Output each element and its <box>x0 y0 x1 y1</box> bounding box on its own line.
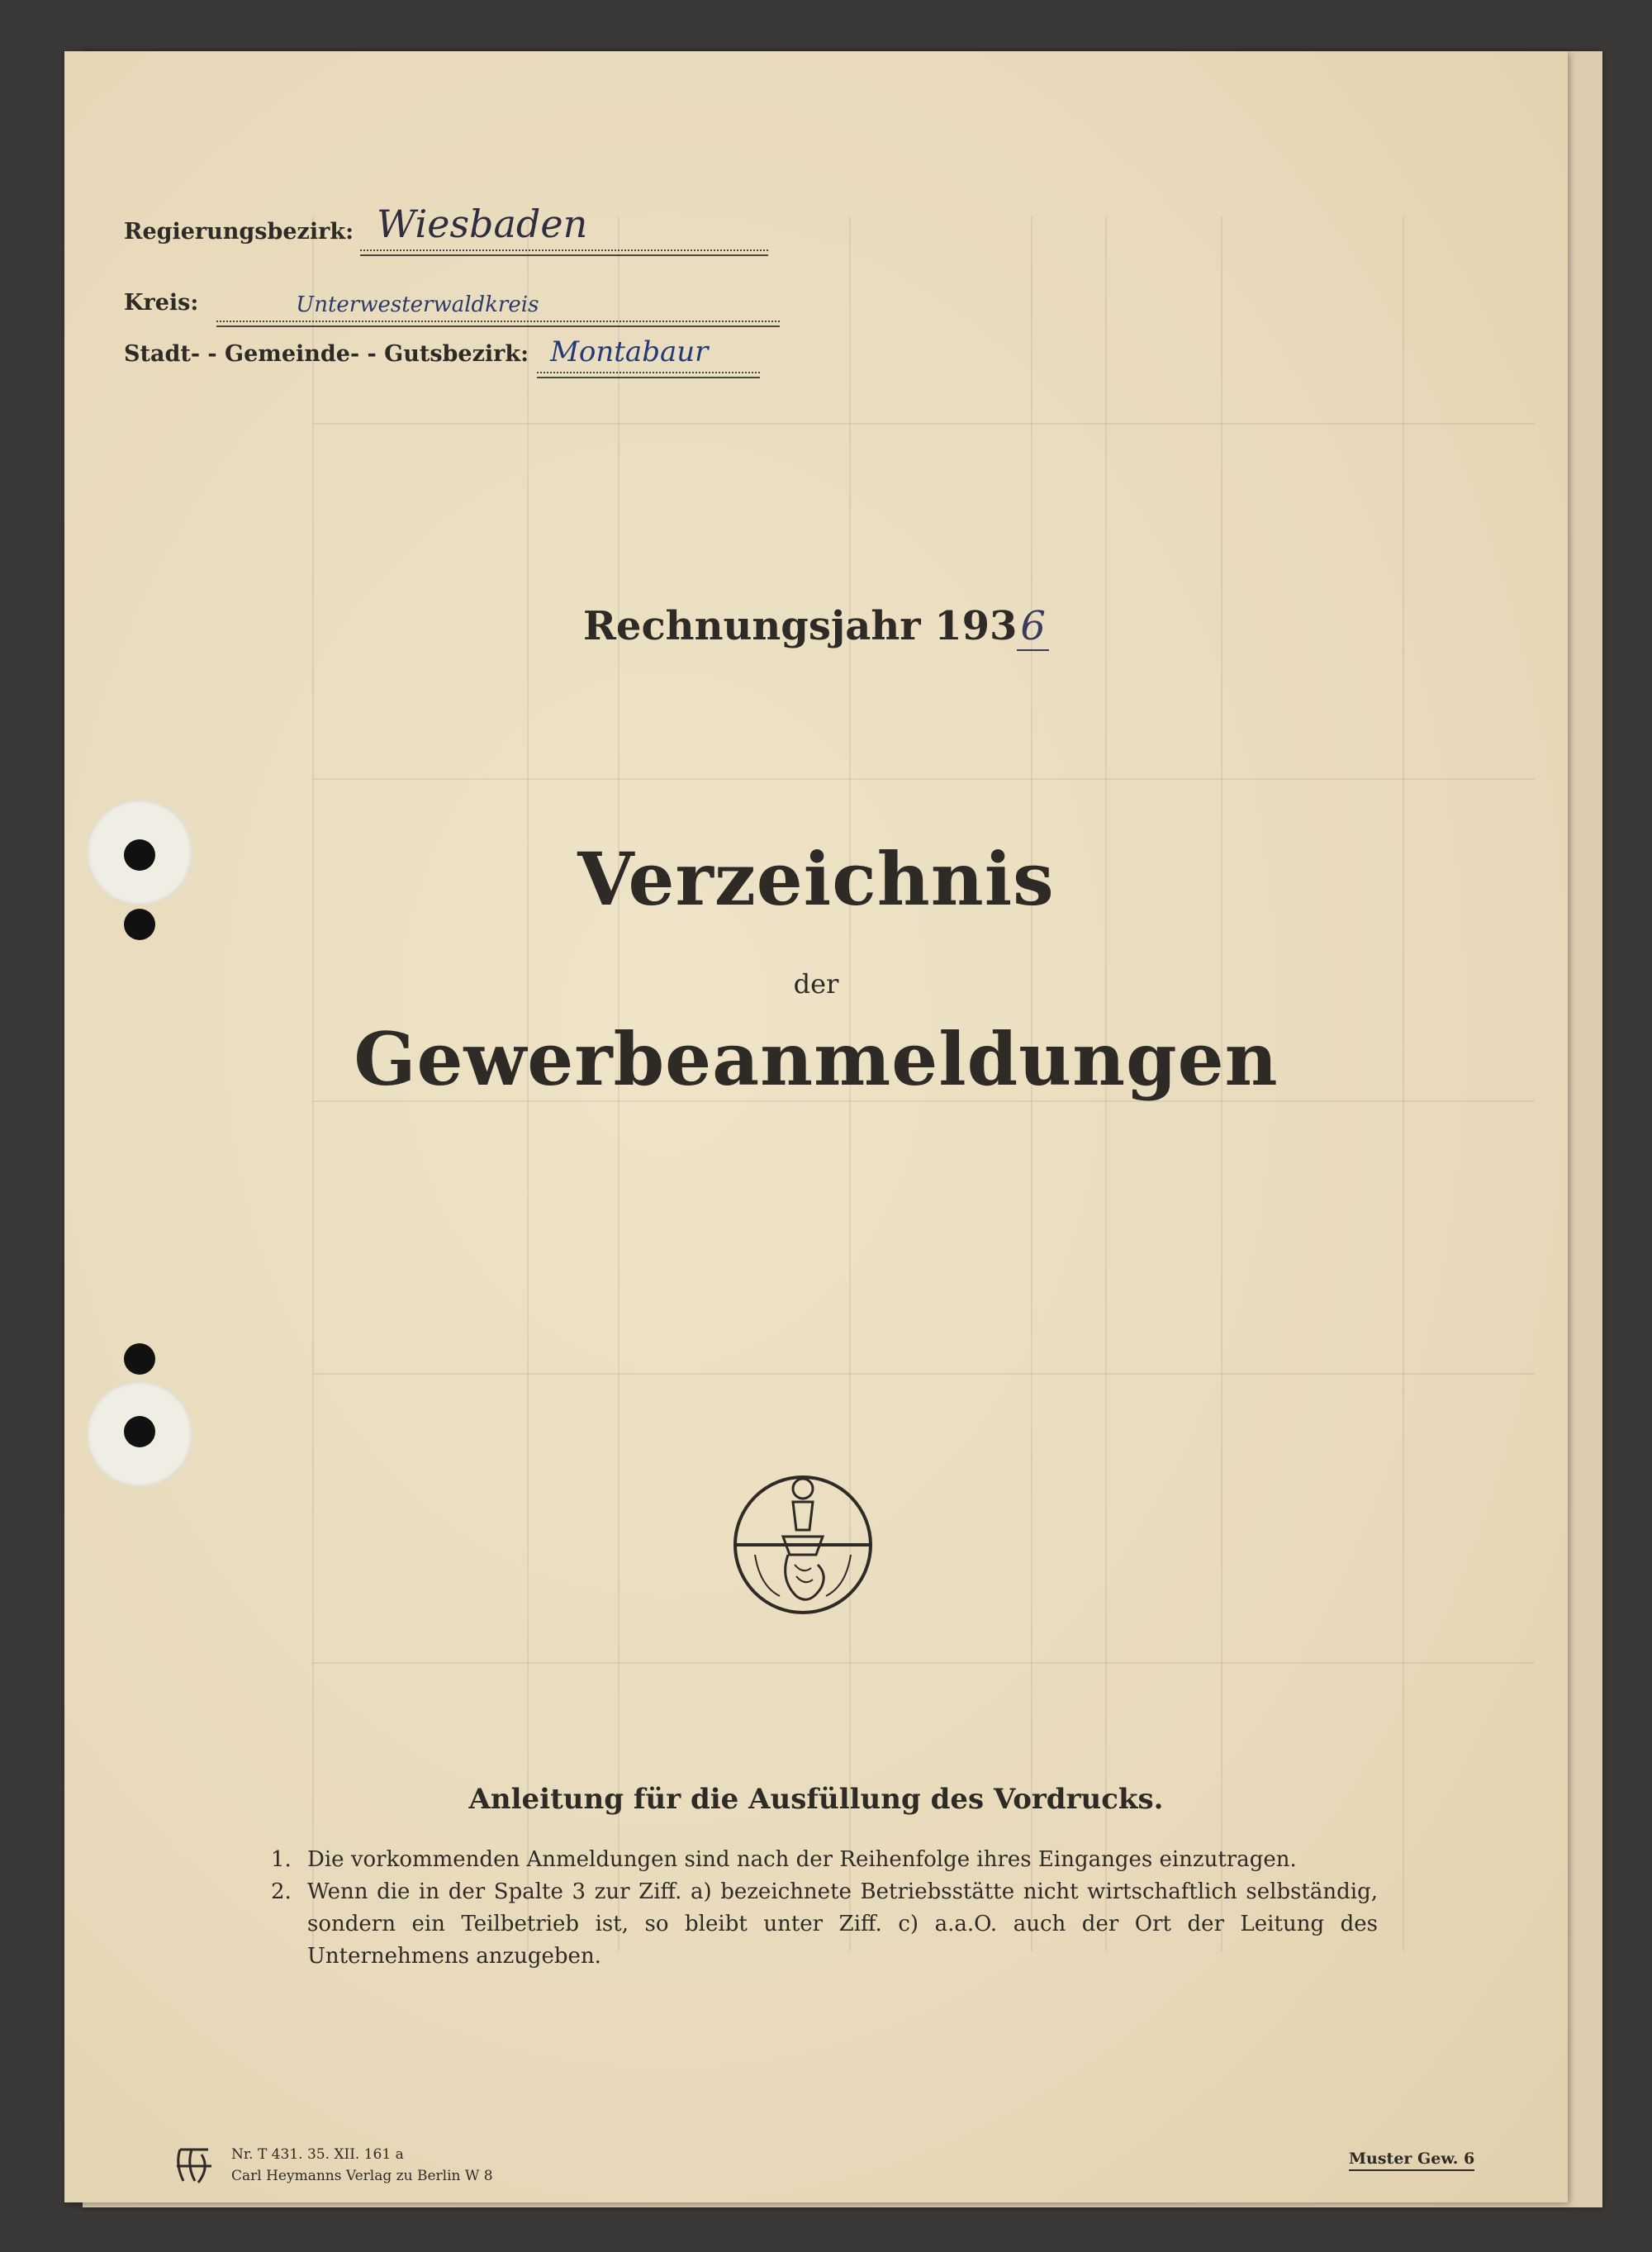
title-verzeichnis: Verzeichnis <box>577 836 1055 922</box>
punch-hole <box>124 909 155 940</box>
fiscal-year-label: Rechnungsjahr 193 <box>583 603 1018 649</box>
instruction-item <box>271 1844 1378 1876</box>
publisher-seal-icon <box>730 1472 876 1618</box>
kreis-field <box>124 279 780 322</box>
regierungsbezirk-field <box>124 202 768 251</box>
instructions-title: Anleitung für die Ausfüllung des Vordrucks. <box>468 1783 1164 1816</box>
publisher-monogram-icon <box>172 2143 216 2188</box>
title-gewerbeanmeldungen: Gewerbeanmeldungen <box>354 1016 1279 1102</box>
instruction-number: 2. <box>271 1879 292 1904</box>
show-through-line <box>312 1373 1535 1375</box>
regierungsbezirk-label: Regierungsbezirk: <box>124 219 354 245</box>
show-through-line <box>312 1662 1535 1664</box>
regierungsbezirk-value: Wiesbaden <box>377 202 588 246</box>
instruction-text: Wenn die in der Spalte 3 zur Ziff. a) bezeichnete Betriebsstätte nicht wirtschaftlich selbständig, sondern ein Teilbetrieb ist, so bleibt unter Ziff. c) a.a.O. auch der Ort der Leitung des Unternehmens anzugeben. <box>307 1879 1378 1969</box>
punch-hole <box>124 1343 155 1375</box>
publisher-name: Carl Heymanns Verlag zu Berlin W 8 <box>231 2168 493 2184</box>
form-number: Nr. T 431. 35. XII. 161 a <box>231 2146 404 2163</box>
stadt-line <box>537 334 760 373</box>
title-der: der <box>793 968 839 1000</box>
fiscal-year <box>64 603 1568 649</box>
show-through-line <box>312 778 1535 780</box>
document-page <box>64 51 1568 2202</box>
footer-imprint <box>172 2143 493 2188</box>
kreis-value: Unterwesterwaldkreis <box>296 292 539 317</box>
instruction-text: Die vorkommenden Anmeldungen sind nach der Reihenfolge ihres Einganges einzutragen. <box>307 1847 1297 1872</box>
instructions-list <box>271 1844 1378 1973</box>
fiscal-year-digit: 6 <box>1017 603 1049 651</box>
muster-label: Muster Gew. 6 <box>1349 2150 1474 2171</box>
stadt-field <box>124 330 760 373</box>
instruction-item <box>271 1876 1378 1973</box>
punch-hole <box>124 1416 155 1447</box>
regierungsbezirk-line <box>360 202 768 251</box>
stadt-label: Stadt- - Gemeinde- - Gutsbezirk: <box>124 341 529 367</box>
instruction-number: 1. <box>271 1847 292 1872</box>
show-through-line <box>312 423 1535 425</box>
punch-hole <box>124 839 155 871</box>
stadt-value: Montabaur <box>550 335 709 368</box>
kreis-line <box>216 283 780 322</box>
kreis-label: Kreis: <box>124 290 199 316</box>
